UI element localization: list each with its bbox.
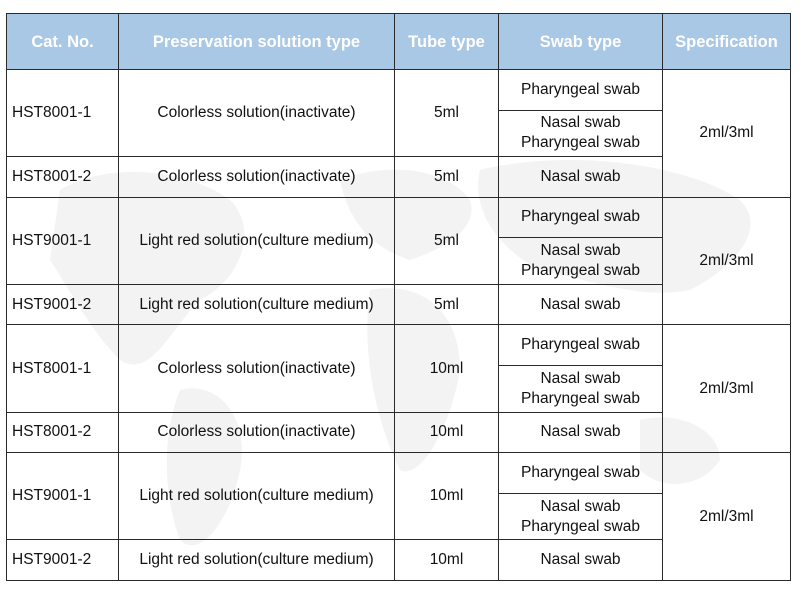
swab-line: Nasal swab — [540, 369, 621, 387]
preservation-cell: Colorless solution(inactivate) — [119, 412, 395, 453]
table-row — [7, 197, 791, 238]
swab-line: Nasal swab — [540, 114, 621, 132]
swab-line: Pharyngeal swab — [521, 517, 640, 535]
preservation-cell: Colorless solution(inactivate) — [119, 325, 395, 412]
table-row — [7, 70, 791, 111]
tube-cell: 10ml — [395, 540, 499, 581]
cat-no-cell: HST9001-2 — [7, 284, 119, 325]
tube-cell: 5ml — [395, 157, 499, 198]
specification-cell: 2ml/3ml — [663, 197, 791, 325]
specification-cell: 2ml/3ml — [663, 453, 791, 581]
cat-no-cell: HST9001-1 — [7, 453, 119, 540]
tube-cell: 5ml — [395, 70, 499, 157]
swab-line: Nasal swab — [540, 242, 621, 260]
tube-cell: 5ml — [395, 197, 499, 284]
table-row — [7, 325, 791, 366]
preservation-cell: Colorless solution(inactivate) — [119, 157, 395, 198]
swab-cell: Pharyngeal swab — [499, 70, 663, 111]
cat-no-cell: HST8001-1 — [7, 325, 119, 412]
preservation-cell: Light red solution(culture medium) — [119, 453, 395, 540]
swab-cell — [499, 238, 663, 285]
cat-no-cell: HST9001-1 — [7, 197, 119, 284]
swab-cell — [499, 110, 663, 157]
header-cat-no: Cat. No. — [7, 14, 119, 70]
cat-no-cell: HST8001-2 — [7, 412, 119, 453]
swab-cell: Nasal swab — [499, 284, 663, 325]
cat-no-cell: HST8001-1 — [7, 70, 119, 157]
header-swab-type: Swab type — [499, 14, 663, 70]
swab-cell: Nasal swab — [499, 157, 663, 198]
table-header-row — [7, 14, 791, 70]
swab-cell — [499, 493, 663, 540]
specification-cell: 2ml/3ml — [663, 325, 791, 453]
header-preservation-type: Preservation solution type — [119, 14, 395, 70]
cat-no-cell: HST8001-2 — [7, 157, 119, 198]
swab-line: Pharyngeal swab — [521, 389, 640, 407]
product-spec-table — [6, 13, 791, 581]
table-row — [7, 453, 791, 494]
swab-cell — [499, 365, 663, 412]
swab-line: Pharyngeal swab — [521, 262, 640, 280]
preservation-cell: Light red solution(culture medium) — [119, 284, 395, 325]
header-tube-type: Tube type — [395, 14, 499, 70]
swab-cell: Nasal swab — [499, 540, 663, 581]
header-specification: Specification — [663, 14, 791, 70]
tube-cell: 5ml — [395, 284, 499, 325]
preservation-cell: Light red solution(culture medium) — [119, 540, 395, 581]
tube-cell: 10ml — [395, 453, 499, 540]
cat-no-cell: HST9001-2 — [7, 540, 119, 581]
swab-cell: Pharyngeal swab — [499, 325, 663, 366]
swab-cell: Pharyngeal swab — [499, 453, 663, 494]
tube-cell: 10ml — [395, 412, 499, 453]
swab-line: Nasal swab — [540, 497, 621, 515]
preservation-cell: Colorless solution(inactivate) — [119, 70, 395, 157]
preservation-cell: Light red solution(culture medium) — [119, 197, 395, 284]
swab-cell: Pharyngeal swab — [499, 197, 663, 238]
specification-cell: 2ml/3ml — [663, 70, 791, 198]
swab-line: Pharyngeal swab — [521, 134, 640, 152]
tube-cell: 10ml — [395, 325, 499, 412]
swab-cell: Nasal swab — [499, 412, 663, 453]
